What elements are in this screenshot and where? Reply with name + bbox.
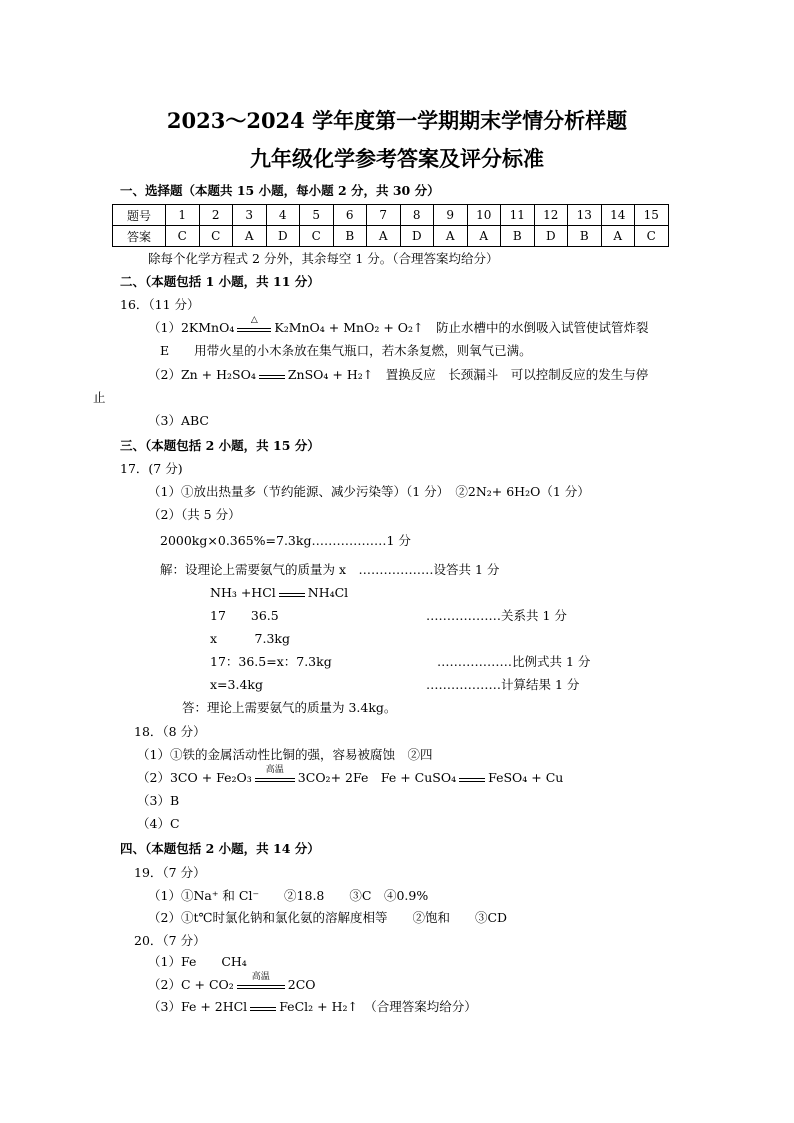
answer-cell: A (233, 226, 267, 247)
high-temp-condition: 高温 (265, 765, 284, 775)
calc-equation (210, 585, 348, 600)
equation-product: ZnSO₄ + H₂↑ 置换反应 长颈漏斗 可以控制反应的发生与停 (287, 367, 649, 382)
answer-cell: C (635, 226, 669, 247)
answer-cell: D (534, 226, 568, 247)
equation-reactant: （2）Zn + H₂SO₄ (148, 367, 256, 382)
section-1-heading: 一、选择题（本题共 15 小题，每小题 2 分，共 30 分） (120, 183, 440, 198)
question-number: 4 (266, 205, 300, 226)
answer-cell: A (367, 226, 401, 247)
answer-cell: B (501, 226, 535, 247)
calc-ratio-score: ………………比例式共 1 分 (437, 654, 591, 669)
equals-sign (259, 373, 285, 379)
answer-cell: C (166, 226, 200, 247)
q18-answer-3: （3）B (137, 793, 180, 808)
answer-cell: C (300, 226, 334, 247)
equation-product: K₂MnO₄ + MnO₂ + O₂↑ 防止水槽中的水倒吸入试管使试管炸裂 (274, 320, 649, 335)
question-number: 8 (400, 205, 434, 226)
question-number: 10 (467, 205, 501, 226)
q19-answer-1: （1）①Na⁺ 和 Cl⁻ ②18.8 ③C ④0.9% (148, 888, 429, 903)
equation-product: FeCl₂ + H₂↑ （合理答案均给分） (279, 999, 477, 1014)
heat-symbol: △ (250, 315, 258, 325)
equals-sign (250, 1005, 276, 1011)
question-number: 9 (434, 205, 468, 226)
equation-product: 3CO₂+ 2Fe Fe + CuSO₄ (297, 770, 457, 785)
q20-answer-2 (148, 972, 316, 992)
calc-line-1: 2000kg×0.365%=7.3kg………………1 分 (160, 533, 411, 548)
q16-line-1 (148, 315, 649, 335)
q18-answer-1: （1）①铁的金属活动性比铜的强，容易被腐蚀 ②四 (137, 747, 433, 762)
section-4-heading: 四、（本题包括 2 小题，共 14 分） (120, 841, 320, 856)
answer-cell: A (467, 226, 501, 247)
q16-line-3-wrap: 止 (93, 390, 106, 405)
reaction-arrow (237, 315, 271, 332)
q17-answer-1: （1）①放出热量多（节约能源、减少污染等）（1 分） ②2N₂+ 6H₂O（1 分） (148, 484, 590, 499)
equation-reactant: NH₃ +HCl (210, 585, 276, 600)
equation-reactant: （2）C + CO₂ (148, 977, 234, 992)
question-number: 1 (166, 205, 200, 226)
q16-line-2: E 用带火星的小木条放在集气瓶口，若木条复燃，则氧气已满。 (160, 343, 532, 358)
question-number: 3 (233, 205, 267, 226)
title-line-1: 2023～2024 学年度第一学期期末学情分析样题 (166, 108, 628, 133)
question-number: 12 (534, 205, 568, 226)
reaction-arrow (237, 972, 285, 989)
answer-cell: A (601, 226, 635, 247)
answer-cell: B (333, 226, 367, 247)
question-number: 11 (501, 205, 535, 226)
answer-cell: A (434, 226, 468, 247)
calc-values: x 7.3kg (210, 631, 291, 646)
equation-product: 2CO (287, 977, 316, 992)
q18-answer-2 (137, 765, 564, 785)
calc-relation-score: ………………关系共 1 分 (426, 608, 567, 623)
calc-answer: 答：理论上需要氨气的质量为 3.4kg。 (182, 700, 397, 715)
equation-product: FeSO₄ + Cu (488, 770, 564, 785)
equation-reactant: （1）2KMnO₄ (148, 320, 235, 335)
question-number: 15 (635, 205, 669, 226)
calc-result: x=3.4kg (210, 677, 263, 692)
calc-result-score: ………………计算结果 1 分 (426, 677, 580, 692)
calc-relation: 17 36.5 (210, 608, 279, 623)
title-line-2: 九年级化学参考答案及评分标准 (250, 146, 544, 171)
q19-answer-2: （2）①t℃时氯化钠和氯化氨的溶解度相等 ②饱和 ③CD (148, 910, 508, 925)
answer-cell: D (400, 226, 434, 247)
question-number: 13 (568, 205, 602, 226)
equals-sign (279, 591, 305, 597)
q20-answer-3 (148, 999, 477, 1014)
q16-line-4: （3）ABC (148, 413, 209, 428)
q16-line-3 (148, 367, 648, 382)
question-20-label: 20．（7 分） (134, 933, 206, 948)
question-number: 5 (300, 205, 334, 226)
equals-sign (459, 776, 485, 782)
table-row (113, 226, 669, 247)
calc-ratio: 17：36.5=x：7.3kg (210, 654, 332, 669)
row-label-answer: 答案 (113, 226, 166, 247)
answer-table (112, 204, 669, 247)
question-17-label: 17．(7 分) (120, 461, 183, 476)
section-2-heading: 二、（本题包括 1 小题，共 11 分） (120, 274, 320, 289)
question-18-label: 18．（8 分） (134, 724, 206, 739)
section-3-heading: 三、（本题包括 2 小题，共 15 分） (120, 438, 320, 453)
q20-answer-1: （1）Fe CH₄ (148, 954, 247, 969)
question-19-label: 19．（7 分） (134, 865, 206, 880)
table-row (113, 205, 669, 226)
question-16-label: 16．（11 分） (120, 297, 200, 312)
reaction-arrow (255, 765, 295, 782)
question-number: 14 (601, 205, 635, 226)
question-number: 2 (199, 205, 233, 226)
scoring-note: 除每个化学方程式 2 分外，其余每空 1 分。（合理答案均给分） (148, 251, 499, 266)
answer-cell: D (266, 226, 300, 247)
answer-cell: B (568, 226, 602, 247)
q17-answer-2: （2）（共 5 分） (148, 507, 241, 522)
equation-reactant: （2）3CO + Fe₂O₃ (137, 770, 252, 785)
high-temp-condition: 高温 (251, 972, 270, 982)
equation-reactant: （3）Fe + 2HCl (148, 999, 248, 1014)
question-number: 7 (367, 205, 401, 226)
row-label-number: 题号 (113, 205, 166, 226)
answer-cell: C (199, 226, 233, 247)
q18-answer-4: （4）C (137, 816, 180, 831)
equation-product: NH₄Cl (307, 585, 349, 600)
question-number: 6 (333, 205, 367, 226)
calc-line-2: 解：设理论上需要氨气的质量为 x ………………设答共 1 分 (160, 562, 500, 577)
